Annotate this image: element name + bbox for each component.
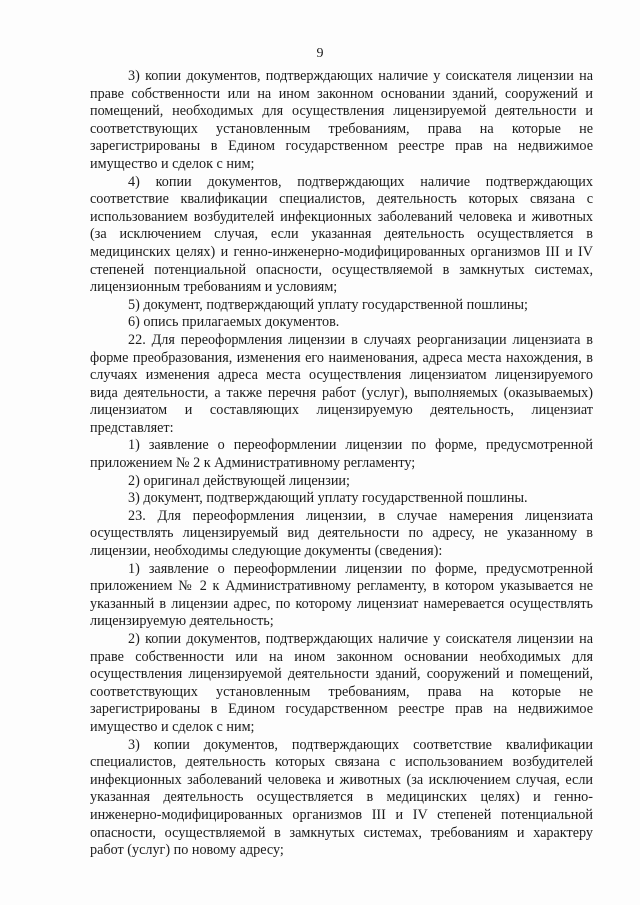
- document-body: [90, 68, 593, 860]
- page-number: 9: [316, 46, 324, 61]
- paragraph-item-4-qualification: 4) копии документов, подтверждающих наличие подтверждающих соответствие квалификации специалистов, деятельность которых связана с использованием возбудителей инфекционных заболеваний человека и животных (за исключением случая, если указанная деятельность осуществляется в медицинских целях) и генно-инженерно-модифицированных организмов III и IV степеней потенциальной опасности, осуществляемой в замкнутых системах, лицензионным требованиям и условиям;: [90, 173, 593, 296]
- paragraph-clause-22-item-3: 3) документ, подтверждающий уплату государственной пошлины.: [128, 490, 528, 507]
- paragraph-clause-23-item-2: 2) копии документов, подтверждающих наличие у соискателя лицензии на праве собственности или на ином законном основании необходимых для осуществления лицензируемой деятельности зданий, сооружений и помещений, соответствующих установленным требованиям, права на которые не зарегистрированы в Едином государственном реестре прав на недвижимое имущество и сделок с ним;: [90, 631, 593, 735]
- paragraph-clause-22: 22. Для переоформления лицензии в случаях реорганизации лицензиата в форме преобразования, изменения его наименования, адреса места нахождения, в случаях изменения адреса места осуществления лицензиатом лицензируемого вида деятельности, а также перечня работ (услуг), выполняемых (оказываемых) лицензиатом и составляющих лицензируемую деятельность, лицензиат представляет:: [90, 331, 593, 436]
- paragraph-item-5-fee: 5) документ, подтверждающий уплату государственной пошлины;: [128, 296, 529, 313]
- paragraph-clause-22-item-2: 2) оригинал действующей лицензии;: [128, 472, 350, 489]
- paragraph-clause-23-item-1: 1) заявление о переоформлении лицензии по форме, предусмотренной приложением № 2 к Административному регламенту, в котором указывается не указанный в лицензии адрес, по которому лицензиат намеревается осуществлять лицензируемую деятельность;: [90, 560, 593, 630]
- paragraph-item-6-inventory: 6) опись прилагаемых документов.: [128, 314, 340, 331]
- paragraph-clause-22-item-1: 1) заявление о переоформлении лицензии по форме, предусмотренной приложением № 2 к Административному регламенту;: [90, 437, 593, 472]
- paragraph-clause-23-item-3: 3) копии документов, подтверждающих соответствие квалификации специалистов, деятельность которых связана с использованием возбудителей инфекционных заболеваний человека и животных (за исключением случая, если указанная деятельность осуществляется в медицинских целях) и генно-инженерно-модифицированных организмов III и IV степеней потенциальной опасности, осуществляемой в замкнутых системах, требованиям и характеру работ (услуг) по новому адресу;: [90, 736, 593, 859]
- paragraph-clause-23: 23. Для переоформления лицензии, в случае намерения лицензиата осуществлять лицензируемый вид деятельности по адресу, не указанному в лицензии, необходимы следующие документы (сведения):: [90, 507, 593, 560]
- paragraph-item-3-premises: 3) копии документов, подтверждающих наличие у соискателя лицензии на праве собственности или на ином законном основании зданий, сооружений и помещений, необходимых для осуществления лицензируемой деятельности и соответствующих установленным требованиям, права на которые не зарегистрированы в Едином государственном реестре прав на недвижимое имущество и сделок с ним;: [90, 68, 593, 172]
